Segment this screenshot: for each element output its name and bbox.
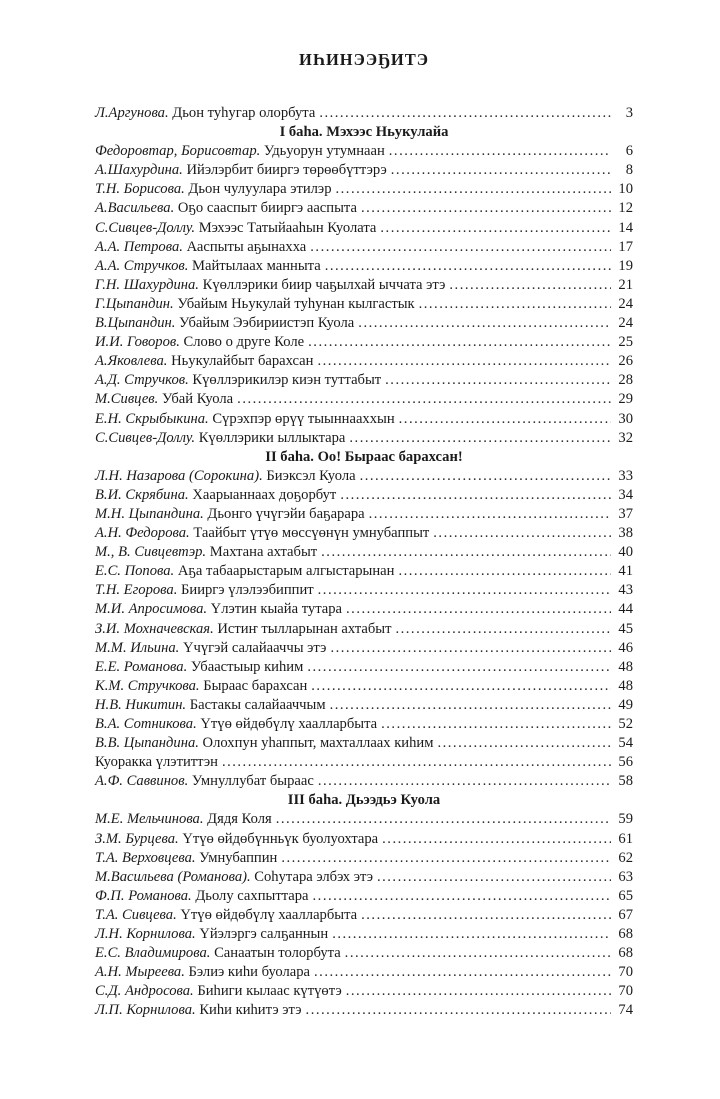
entry-page-number: 58	[618, 773, 633, 790]
entry-title: Киһи киһитэ этэ	[199, 1002, 302, 1019]
entry-author: А.А. Петрова.	[95, 238, 187, 255]
entry-title: Биһиги кылаас күтүөтэ	[197, 983, 342, 1000]
dot-leader	[419, 295, 611, 314]
entry-author: Л.Н. Корнилова.	[95, 926, 200, 943]
entry-author: Т.Н. Борисова.	[95, 181, 189, 198]
entry-page-number: 3	[625, 105, 633, 121]
entry-page-number: 34	[618, 486, 633, 503]
dot-leader	[317, 352, 611, 371]
dot-leader	[345, 944, 611, 963]
dot-leader	[318, 772, 611, 791]
entry-title: Дядя Коля	[207, 811, 272, 828]
toc-entry	[95, 104, 633, 123]
toc-entry	[95, 410, 633, 429]
dot-leader	[361, 906, 611, 925]
entry-title: Соһутара элбэх этэ	[254, 868, 373, 885]
dot-leader	[380, 219, 611, 238]
entry-page-number: 65	[618, 887, 633, 904]
toc-entry	[95, 1001, 633, 1020]
dot-leader	[306, 1001, 611, 1020]
dot-leader	[332, 925, 611, 944]
entry-page-number: 74	[618, 1002, 633, 1019]
entry-title: Күөллэрикилэр киэн туттабыт	[192, 372, 382, 389]
toc-entry	[95, 562, 633, 581]
dot-leader	[346, 600, 611, 619]
section-heading: I баһа. Мэхээс Ньукулайа	[279, 124, 449, 141]
dot-leader	[314, 963, 611, 982]
entry-author: А.Васильева.	[95, 200, 178, 217]
toc-entry	[95, 925, 633, 944]
table-of-contents	[95, 104, 633, 1021]
toc-entry	[95, 371, 633, 390]
entry-page-number: 12	[618, 200, 633, 217]
entry-title: Дьолу сахпыттара	[195, 887, 309, 904]
entry-author: М.Сивцев.	[95, 391, 162, 408]
dot-leader	[237, 390, 611, 409]
entry-title: Оҕо сааспыт бииргэ ааспыта	[177, 200, 357, 217]
entry-page-number: 33	[618, 467, 633, 484]
entry-title: Ааспыты аҕынахха	[186, 238, 307, 255]
entry-author: М., В. Сивцевтэр.	[95, 544, 210, 561]
entry-page-number: 17	[618, 238, 633, 255]
entry-author: С.Д. Андросова.	[95, 983, 198, 1000]
entry-author: Е.Е. Романова.	[95, 658, 191, 675]
entry-title: Быраас барахсан	[203, 677, 308, 694]
dot-leader	[222, 753, 611, 772]
entry-title: Ийэлэрбит бииргэ төрөөбүттэрэ	[186, 162, 387, 179]
entry-title: Убайым Ээбириистэп Куола	[179, 315, 355, 332]
dot-leader	[433, 524, 611, 543]
entry-title: Олохпун уһаппыт, махталлаах киһим	[202, 735, 434, 752]
entry-author: В.И. Скрябина.	[95, 486, 193, 503]
entry-author: А.Н. Мыреева.	[95, 964, 189, 981]
entry-page-number: 30	[618, 410, 633, 427]
toc-entry	[95, 772, 633, 791]
toc-entry	[95, 944, 633, 963]
entry-title: Үтүө өйдөбүлү хаалларбыта	[200, 716, 378, 732]
entry-author: Т.А. Сивцева.	[95, 906, 181, 923]
entry-page-number: 56	[618, 754, 633, 771]
dot-leader	[385, 371, 611, 390]
toc-entry	[95, 314, 633, 333]
entry-author: Н.В. Никитин.	[95, 696, 190, 713]
toc-entry	[95, 696, 633, 715]
dot-leader	[330, 639, 611, 658]
entry-page-number: 43	[618, 582, 633, 599]
entry-author: С.Сивцев-Доллу.	[95, 219, 199, 236]
toc-entry	[95, 677, 633, 696]
entry-title: Умнубаппин	[199, 849, 278, 866]
toc-entry	[95, 352, 633, 371]
section-heading: III баһа. Дьээдьэ Куола	[287, 792, 441, 809]
toc-entry	[95, 295, 633, 314]
dot-leader	[395, 620, 611, 639]
entry-page-number: 48	[618, 658, 633, 675]
entry-author: С.Сивцев-Доллу.	[95, 429, 199, 446]
toc-entry	[95, 830, 633, 849]
entry-page-number: 49	[618, 696, 633, 713]
entry-author: Т.А. Верховцева.	[95, 849, 200, 866]
entry-title: Дьонго үчүгэйи баҕарара	[207, 505, 365, 522]
toc-entry	[95, 868, 633, 887]
entry-page-number: 61	[618, 830, 633, 847]
toc-entry	[95, 753, 633, 772]
toc-entry	[95, 467, 633, 486]
entry-author: М.М. Ильина.	[95, 639, 183, 656]
toc-entry	[95, 658, 633, 677]
entry-title: Убайым Ньукулай туһунан кылгастык	[177, 295, 415, 312]
entry-page-number: 67	[618, 906, 633, 923]
entry-author: Федоровтар, Борисовтар.	[95, 143, 264, 160]
toc-entry	[95, 199, 633, 218]
entry-title: Дьон туһугар олорбута	[172, 105, 316, 121]
dot-leader	[349, 429, 611, 448]
entry-author: Л.Н. Назарова (Сорокина).	[95, 467, 267, 484]
entry-page-number: 70	[618, 983, 633, 1000]
entry-title: Хаарыаннаах доҕорбут	[192, 486, 337, 503]
toc-entry	[95, 963, 633, 982]
dot-leader	[330, 696, 611, 715]
dot-leader	[281, 849, 611, 868]
toc-entry	[95, 734, 633, 753]
entry-page-number: 41	[618, 563, 633, 580]
entry-page-number: 29	[618, 391, 633, 408]
entry-title: Ньукулайбыт барахсан	[171, 353, 314, 370]
entry-page-number: 48	[618, 677, 633, 694]
entry-page-number: 6	[625, 143, 633, 160]
dot-leader	[319, 104, 611, 123]
dot-leader	[389, 142, 611, 161]
entry-author: М.Е. Мельчинова.	[95, 811, 208, 828]
toc-entry	[95, 715, 633, 734]
entry-title: Бастакы салайааччым	[189, 696, 326, 713]
entry-title: Үчүгэй салайааччы этэ	[182, 639, 327, 656]
entry-title: Куоракка үлэтиттэн	[95, 754, 218, 771]
entry-title: Үлэтин кыайа тутара	[210, 601, 343, 618]
entry-page-number: 19	[618, 257, 633, 274]
entry-title: Махтана ахтабыт	[209, 544, 318, 561]
toc-entry	[95, 219, 633, 238]
entry-title: Удьуорун утумнаан	[263, 143, 385, 160]
entry-page-number: 40	[618, 544, 633, 561]
toc-entry	[95, 982, 633, 1001]
contents-title: ИҺИНЭЭҔИТЭ	[299, 50, 429, 69]
entry-author: Е.Н. Скрыбыкина.	[95, 410, 213, 427]
entry-author: З.М. Бурцева.	[95, 830, 183, 847]
entry-title: Санаатын толорбута	[214, 945, 341, 962]
dot-leader	[369, 505, 611, 524]
dot-leader	[381, 715, 611, 734]
dot-leader	[346, 982, 611, 1001]
entry-author: А.Ф. Саввинов.	[95, 773, 192, 790]
entry-page-number: 21	[618, 276, 633, 293]
dot-leader	[377, 868, 611, 887]
dot-leader	[382, 830, 611, 849]
entry-page-number: 59	[618, 811, 633, 828]
dot-leader	[336, 180, 612, 199]
entry-page-number: 26	[618, 353, 633, 370]
toc-entry	[95, 276, 633, 295]
entry-title: Мэхээс Татыйааһын Куолата	[198, 219, 377, 236]
entry-page-number: 32	[618, 429, 633, 446]
dot-leader	[325, 257, 611, 276]
dot-leader	[340, 486, 611, 505]
toc-entry	[95, 543, 633, 562]
entry-page-number: 14	[618, 219, 633, 236]
entry-author: Г.Цыпандин.	[95, 295, 178, 312]
entry-page-number: 24	[618, 295, 633, 312]
entry-page-number: 28	[618, 372, 633, 389]
entry-title: Убай Куола	[161, 391, 234, 408]
entry-author: А.Шахурдина.	[95, 162, 187, 179]
dot-leader	[361, 199, 611, 218]
entry-page-number: 38	[618, 525, 633, 542]
entry-author: Г.Н. Шахурдина.	[95, 276, 203, 293]
entry-author: В.В. Цыпандина.	[95, 735, 203, 752]
toc-entry	[95, 600, 633, 619]
entry-title: Үйэлэргэ салҕаннын	[199, 926, 329, 943]
toc-entry	[95, 524, 633, 543]
dot-leader	[276, 810, 611, 829]
entry-author: А.А. Стручков.	[95, 257, 192, 274]
entry-title: Умнуллубат быраас	[191, 773, 314, 790]
toc-entry	[95, 257, 633, 276]
entry-title: Үтүө өйдөбүнньүк буолуохтара	[182, 830, 379, 847]
entry-author: Л.Аргунова.	[95, 105, 173, 121]
dot-leader	[318, 581, 611, 600]
entry-page-number: 44	[618, 601, 633, 618]
entry-author: Л.П. Корнилова.	[95, 1002, 200, 1019]
dot-leader	[398, 562, 611, 581]
dot-leader	[308, 333, 611, 352]
entry-page-number: 54	[618, 735, 633, 752]
toc-entry	[95, 887, 633, 906]
entry-page-number: 62	[618, 849, 633, 866]
entry-author: Т.Н. Егорова.	[95, 582, 182, 599]
entry-title: Истиҥ тылларынан ахтабыт	[217, 620, 392, 637]
entry-author: В.Цыпандин.	[95, 315, 180, 332]
entry-author: М.И. Апросимова.	[95, 601, 211, 618]
entry-author: А.Д. Стручков.	[95, 372, 193, 389]
entry-title: Үтүө өйдөбүлү хаалларбыта	[180, 906, 358, 923]
dot-leader	[313, 887, 611, 906]
dot-leader	[360, 467, 611, 486]
entry-author: К.М. Стручкова.	[95, 677, 204, 694]
toc-entry	[95, 429, 633, 448]
entry-page-number: 63	[618, 868, 633, 885]
entry-title: Бэлиэ киһи буолара	[188, 964, 311, 981]
dot-leader	[437, 734, 611, 753]
entry-author: В.А. Сотникова.	[95, 716, 201, 732]
entry-title: Биэксэл Куола	[266, 467, 356, 484]
toc-entry	[95, 810, 633, 829]
section-heading: II баһа. Оо! Быраас барахсан!	[265, 448, 463, 465]
entry-author: М.Васильева (Романова).	[95, 868, 255, 885]
entry-author: И.И. Говоров.	[95, 334, 184, 351]
entry-page-number: 52	[618, 716, 633, 732]
entry-title: Сүрэхпэр өрүү тыыннааххын	[212, 410, 395, 427]
entry-author: А.Н. Федорова.	[95, 525, 194, 542]
entry-title: Слово о друге Коле	[183, 334, 305, 351]
entry-page-number: 46	[618, 639, 633, 656]
toc-entry	[95, 390, 633, 409]
toc-entry	[95, 238, 633, 257]
dot-leader	[321, 543, 611, 562]
entry-page-number: 37	[618, 505, 633, 522]
toc-entry	[95, 180, 633, 199]
toc-entry	[95, 620, 633, 639]
entry-author: А.Яковлева.	[95, 353, 172, 370]
entry-title: Аҕа табаарыстарым алгыстарынан	[177, 563, 395, 580]
toc-entry	[95, 639, 633, 658]
dot-leader	[310, 238, 611, 257]
entry-page-number: 68	[618, 945, 633, 962]
entry-page-number: 10	[618, 181, 633, 198]
entry-title: Дьон чулуулара этилэр	[188, 181, 332, 198]
dot-leader	[311, 677, 611, 696]
entry-title: Күөллэрики биир чаҕылхай ыччата этэ	[202, 276, 446, 293]
entry-author: М.Н. Цыпандина.	[95, 505, 208, 522]
toc-entry	[95, 333, 633, 352]
entry-page-number: 24	[618, 315, 633, 332]
dot-leader	[449, 276, 611, 295]
toc-entry	[95, 581, 633, 600]
toc-entry	[95, 161, 633, 180]
entry-page-number: 68	[618, 926, 633, 943]
dot-leader	[391, 161, 611, 180]
dot-leader	[307, 658, 611, 677]
entry-author: З.И. Мохначевская.	[95, 620, 218, 637]
entry-title: Таайбыт үтүө мөссүөнүн умнубаппыт	[193, 525, 430, 542]
entry-title: Бииргэ үлэлээбиппит	[181, 582, 314, 599]
entry-page-number: 8	[625, 162, 633, 179]
entry-title: Убаастыыр киһим	[190, 658, 304, 675]
entry-author: Е.С. Владимирова.	[95, 945, 215, 962]
toc-entry	[95, 505, 633, 524]
toc-entry	[95, 906, 633, 925]
entry-page-number: 70	[618, 964, 633, 981]
toc-entry	[95, 142, 633, 161]
entry-title: Күөллэрики ыллыктара	[198, 429, 346, 446]
toc-entry	[95, 486, 633, 505]
toc-entry	[95, 849, 633, 868]
entry-author: Е.С. Попова.	[95, 563, 178, 580]
entry-page-number: 45	[618, 620, 633, 637]
entry-author: Ф.П. Романова.	[95, 887, 196, 904]
entry-title: Майтылаах манныта	[192, 257, 321, 274]
dot-leader	[399, 410, 611, 429]
dot-leader	[358, 314, 611, 333]
entry-page-number: 25	[618, 334, 633, 351]
